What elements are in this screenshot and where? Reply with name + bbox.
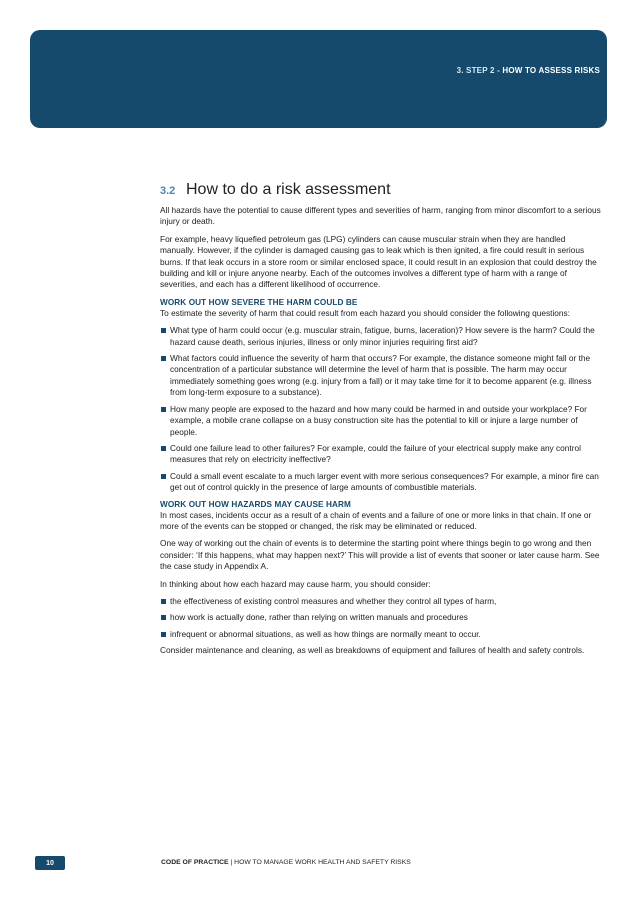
section-number: 3.2 xyxy=(160,185,176,197)
footer-title xyxy=(161,859,411,866)
list-item: What factors could influence the severity of harm that occurs? For example, the distance someone might fall or the concentration of a particular substance will determine the level of harm that is possible. The harm may occur immediately something goes wrong (e.g. injury from a fall) or it may take time for it to become apparent (e.g. illness from long-term exposure to a substance). xyxy=(160,353,602,399)
cause-closing: Consider maintenance and cleaning, as well as breakdowns of equipment and failures of health and safety controls. xyxy=(160,645,585,656)
cause-heading: WORK OUT HOW HAZARDS MAY CAUSE HARM xyxy=(160,499,351,509)
main-content xyxy=(160,181,602,663)
intro-paragraph-2: For example, heavy liquefied petroleum gas (LPG) cylinders can cause muscular strain when they are handled manually. However, if the cylinder is damaged causing gas to leak which is then ignited, a fire could result in serious burns. If that leak occurs in a store room or similar enclosed space, it could result in an explosion that could destroy the building and kill or injure anyone nearby. Each of the outcomes involves a different type of harm with a range of severities, and each has a different likelihood of occurrence. xyxy=(160,233,597,290)
footer-subtitle: HOW TO MANAGE WORK HEALTH AND SAFETY RISKS xyxy=(234,859,411,866)
list-item: the effectiveness of existing control measures and whether they control all types of harm, xyxy=(160,596,602,607)
list-item: Could a small event escalate to a much larger event with more serious consequences? For example, a minor fire can get out of control quickly in the presence of large amounts of combustible materials. xyxy=(160,471,602,494)
cause-paragraph-1: In most cases, incidents occur as a result of a chain of events and a failure of one or more links in that chain. If one or more of the events can be stopped or changed, the risk may be eliminated or reduced. xyxy=(160,509,592,531)
list-item: Could one failure lead to other failures? For example, could the failure of your electrical supply make any control measures that rely on electricity ineffective? xyxy=(160,443,602,466)
footer-doc-title: CODE OF PRACTICE xyxy=(161,859,229,866)
cause-paragraph-2: One way of working out the chain of events is to determine the starting point where things begin to go wrong and then consider: ‘If this happens, what may happen next?’ This will provide a list of events that sooner or later cause harm. See the case study in Appendix A. xyxy=(160,538,600,572)
list-item: infrequent or abnormal situations, as well as how things are normally meant to occur. xyxy=(160,629,602,640)
severity-lead: To estimate the severity of harm that could result from each hazard you should consider the following questions: xyxy=(160,307,570,318)
footer-separator: | xyxy=(230,859,233,866)
page-number: 10 xyxy=(35,856,65,870)
section-heading xyxy=(160,181,602,199)
running-header xyxy=(457,66,600,75)
header-title: HOW TO ASSESS RISKS xyxy=(502,66,600,75)
cause-paragraph-3: In thinking about how each hazard may cause harm, you should consider: xyxy=(160,578,431,589)
list-item: how work is actually done, rather than relying on written manuals and procedures xyxy=(160,612,602,623)
severity-question-list xyxy=(160,325,602,493)
section-title: How to do a risk assessment xyxy=(186,181,391,198)
severity-heading: WORK OUT HOW SEVERE THE HARM COULD BE xyxy=(160,297,358,307)
header-band xyxy=(30,30,607,128)
cause-consideration-list xyxy=(160,596,602,640)
list-item: What type of harm could occur (e.g. muscular strain, fatigue, burns, laceration)? How severe is the harm? Could the hazard cause death, serious injuries, illness or only minor injuries requiring first aid? xyxy=(160,325,602,348)
header-step: 3. STEP 2 - xyxy=(456,66,500,75)
list-item: How many people are exposed to the hazard and how many could be harmed in and outside your workplace? For example, a mobile crane collapse on a busy construction site has the potential to kill or injure a large number of people. xyxy=(160,404,602,438)
intro-paragraph-1: All hazards have the potential to cause different types and severities of harm, ranging from minor discomfort to a serious injury or death. xyxy=(160,205,601,227)
page-footer xyxy=(35,856,411,870)
